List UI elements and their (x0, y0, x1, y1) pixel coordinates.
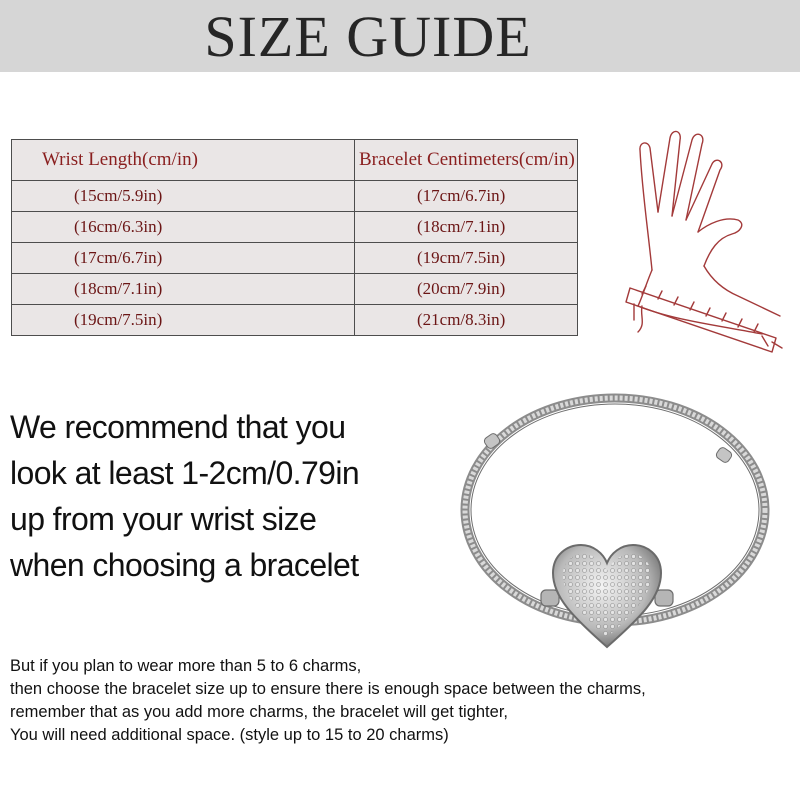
notes-text (10, 655, 795, 747)
note-line: You will need additional space. (style up to 15 to 20 charms) (10, 726, 449, 744)
heart-bracelet-icon (455, 385, 775, 650)
wrist-cell: (15cm/5.9in) (12, 181, 355, 212)
hand-measuring-icon (612, 120, 794, 360)
table-row (12, 181, 578, 212)
wrist-cell: (17cm/6.7in) (12, 243, 355, 274)
wrist-cell: (18cm/7.1in) (12, 274, 355, 305)
wrist-cell: (16cm/6.3in) (12, 212, 355, 243)
table-row (12, 212, 578, 243)
recommendation-line: up from your wrist size (10, 501, 317, 537)
bracelet-cell: (17cm/6.7in) (355, 181, 578, 212)
note-line: But if you plan to wear more than 5 to 6 charms, (10, 657, 362, 675)
column-header-bracelet: Bracelet Centimeters(cm/in) (355, 140, 578, 181)
bracelet-cell: (19cm/7.5in) (355, 243, 578, 274)
wrist-cell: (19cm/7.5in) (12, 305, 355, 336)
bracelet-cell: (20cm/7.9in) (355, 274, 578, 305)
bracelet-cell: (18cm/7.1in) (355, 212, 578, 243)
header-banner (0, 0, 800, 72)
column-header-wrist: Wrist Length(cm/in) (12, 140, 355, 181)
table-header-row (12, 140, 578, 181)
recommendation-line: look at least 1-2cm/0.79in (10, 455, 360, 491)
note-line: remember that as you add more charms, the bracelet will get tighter, (10, 703, 508, 721)
page-title: SIZE GUIDE (204, 4, 532, 69)
bracelet-cell: (21cm/8.3in) (355, 305, 578, 336)
size-table (11, 139, 578, 336)
recommendation-text (10, 404, 410, 588)
recommendation-line: when choosing a bracelet (10, 547, 359, 583)
table-row (12, 274, 578, 305)
recommendation-line: We recommend that you (10, 409, 346, 445)
table-row (12, 243, 578, 274)
note-line: then choose the bracelet size up to ensure there is enough space between the charms, (10, 680, 646, 698)
table-row (12, 305, 578, 336)
